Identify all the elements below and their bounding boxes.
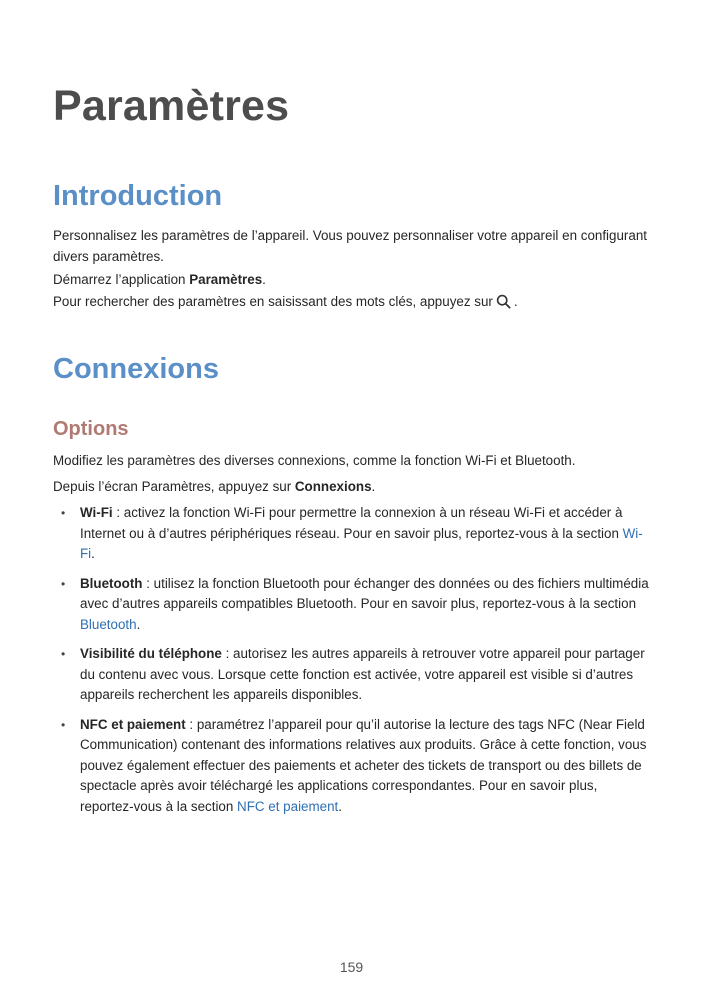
options-heading: Options <box>53 418 129 440</box>
list-item-text: : paramétrez l’appareil pour qu’il autorise la lecture des tags NFC (Near Field Communication) contenant des informations relatives aux produits. Grâce à cette fonction, vous pouvez également effectuer des paiements et acheter des tickets de transport ou des billets de spectacle après avoir téléchargé les applications correspondantes. Pour en savoir plus, reportez-vous à la section <box>80 716 647 814</box>
wifi-link[interactable]: Wi-Fi <box>80 525 643 561</box>
options-paragraph: Modifiez les paramètres des diverses connexions, comme la fonction Wi-Fi et Bluetooth. <box>53 453 576 468</box>
intro-search-end: . <box>513 294 518 309</box>
bullet-icon: • <box>61 576 66 591</box>
settings-app-name: Paramètres <box>189 272 263 287</box>
connexions-nav-end: . <box>371 479 376 494</box>
bullet-icon: • <box>61 506 66 520</box>
bullet-icon: • <box>61 647 66 661</box>
list-item-title: Wi-Fi <box>80 505 113 520</box>
list-item <box>53 503 653 565</box>
connexions-nav-paragraph <box>53 477 653 498</box>
page-number: 159 <box>339 959 364 975</box>
list-item-end: . <box>91 546 95 561</box>
list-item-text: : utilisez la fonction Bluetooth pour échanger des données ou des fichiers multimédia avec d’autres appareils compatibles Bluetooth. Pour en savoir plus, reportez-vous à la section <box>80 575 649 611</box>
intro-launch-paragraph <box>53 270 653 291</box>
list-item-end: . <box>338 798 342 814</box>
options-list <box>53 503 653 826</box>
intro-paragraph: Personnalisez les paramètres de l’appareil. Vous pouvez personnaliser votre appareil en configurant divers paramètres. <box>53 228 647 264</box>
search-icon <box>496 294 511 316</box>
list-item-text: : activez la fonction Wi-Fi pour permettre la connexion à un réseau Wi-Fi et accéder à Internet ou à d’autres périphériques réseau. Pour en savoir plus, reportez-vous à la section <box>80 505 623 541</box>
list-item-title: NFC et paiement <box>80 716 186 732</box>
list-item-title: Visibilité du téléphone <box>80 646 222 661</box>
list-item-text: : autorisez les autres appareils à retrouver votre appareil pour partager du contenu avec vous. Lorsque cette fonction est activée, votre appareil est visible si d’autres appareils recherchent les appareils disponibles. <box>80 646 645 702</box>
list-item <box>53 574 653 636</box>
intro-launch-end: . <box>262 272 266 287</box>
list-item <box>53 715 653 818</box>
introduction-heading: Introduction <box>53 180 223 212</box>
nfc-payment-link[interactable]: NFC et paiement <box>237 798 339 814</box>
connexions-label: Connexions <box>294 479 372 494</box>
list-item-end: . <box>136 616 141 632</box>
list-item-title: Bluetooth <box>80 575 143 591</box>
intro-search-paragraph <box>53 292 653 316</box>
list-item <box>53 644 653 706</box>
page-title: Paramètres <box>53 82 290 130</box>
connexions-heading: Connexions <box>53 353 219 385</box>
bluetooth-link[interactable]: Bluetooth <box>80 616 137 632</box>
bullet-icon: • <box>61 717 66 732</box>
intro-launch-text: Démarrez l’application <box>53 272 190 287</box>
intro-search-text: Pour rechercher des paramètres en saisissant des mots clés, appuyez sur <box>53 294 493 309</box>
connexions-nav-text: Depuis l’écran Paramètres, appuyez sur <box>53 479 295 494</box>
